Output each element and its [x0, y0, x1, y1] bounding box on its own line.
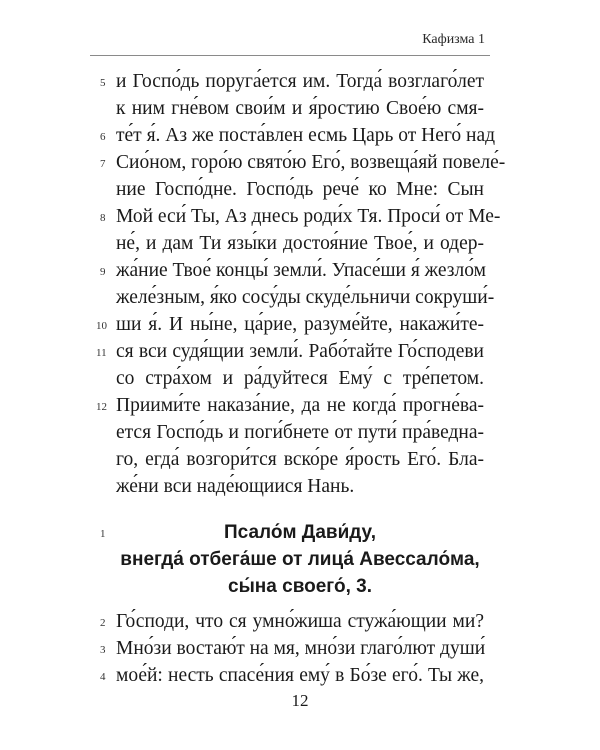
text-line: не́, и дам Ти язы́ки достоя́ние Твое́, и одер-	[116, 233, 484, 254]
header-rule	[90, 55, 490, 56]
text-line: со стра́хом и ра́дуйтеся Ему́ с тре́петом.	[116, 368, 484, 389]
text-line: Приими́те наказа́ние, да не когда́ прогне́ва-	[116, 395, 484, 416]
verse-number: 11	[96, 347, 107, 359]
heading-line: Псало́м Дави́ду,	[224, 522, 376, 543]
verse-number: 1	[100, 528, 106, 540]
text-line: Мно́зи востаю́т на мя, мно́зи глаго́лют души́	[116, 638, 486, 659]
heading-line: сы́на своего́, 3.	[228, 576, 372, 597]
text-line: ся вси судя́щии земли́. Рабо́тайте Го́сподеви	[116, 341, 484, 362]
text-line: же́ни вси наде́ющиися Нань.	[116, 476, 355, 497]
text-line: жа́ние Твое́ концы́ земли́. Упасе́ши я́ жезло́м	[116, 260, 486, 281]
verse-number: 4	[100, 671, 106, 683]
verse-number: 12	[96, 401, 107, 413]
text-line: ние Госпо́дне. Госпо́дь рече́ ко Мне: Сын	[116, 179, 484, 200]
text-line: Мой еси́ Ты, Аз днесь роди́х Тя. Проси́ от Ме-	[116, 206, 501, 227]
text-line: к ним гне́вом свои́м и я́ростию Свое́ю смя-	[116, 98, 484, 119]
heading-line: внегда́ отбега́ше от лица́ Авессало́ма,	[120, 549, 480, 570]
text-line: го, егда́ возгори́тся вско́ре я́рость Его́. Бла-	[116, 449, 484, 470]
verse-number: 7	[100, 158, 106, 170]
verse-number: 6	[100, 131, 106, 143]
text-line: те́т я́. Аз же поста́влен есмь Царь от Него́ над	[116, 125, 496, 146]
text-line: мое́й: несть спасе́ния ему́ в Бо́зе его́. Ты же,	[116, 665, 484, 686]
text-line: Го́споди, что ся умно́жиша стужа́ющии ми?	[116, 611, 484, 632]
verse-number: 10	[96, 320, 107, 332]
verse-number: 5	[100, 77, 106, 89]
verse-number: 2	[100, 617, 106, 629]
text-line: ется Госпо́дь и поги́бнете от пути́ пра́ведна-	[116, 422, 484, 443]
text-line: Сио́ном, горо́ю свято́ю Его́, возвеща́яй повеле́-	[116, 152, 506, 173]
verse-number: 3	[100, 644, 106, 656]
page-number: 12	[291, 691, 309, 710]
text-line: желе́зным, я́ко сосу́ды скуде́льничи сокруши́-	[116, 287, 495, 308]
running-head: Кафизма 1	[422, 32, 485, 47]
verse-number: 9	[100, 266, 106, 278]
text-line: ши я́. И ны́не, ца́рие, разуме́йте, накажи́те-	[116, 314, 484, 335]
verse-number: 8	[100, 212, 106, 224]
text-line: и Госпо́дь поруга́ется им. Тогда́ возглаго́лет	[116, 71, 484, 92]
